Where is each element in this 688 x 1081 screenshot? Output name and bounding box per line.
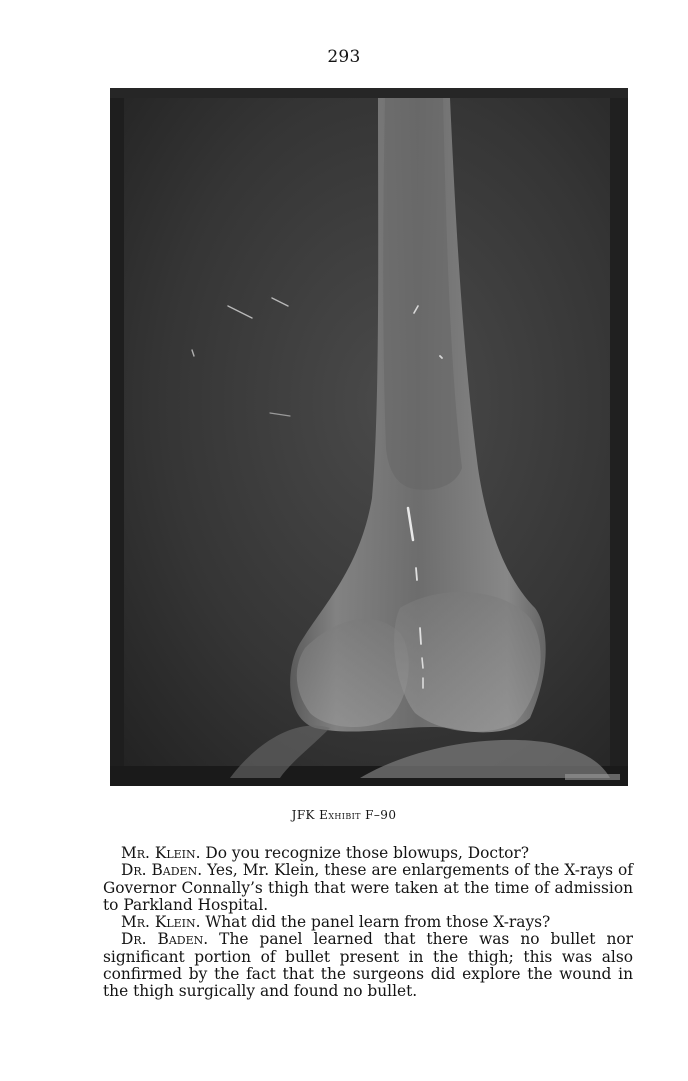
speaker-name: Mr. Klein. — [121, 844, 201, 862]
speech-text: Yes, Mr. Klein, these are enlargements of the X-rays of Governor Connally’s thigh that were taken at the time of admission to Parkland Hospital. — [103, 861, 633, 914]
transcript-paragraph — [103, 931, 633, 1000]
transcript-text — [103, 845, 633, 1001]
page-number: 293 — [327, 47, 361, 67]
transcript-paragraph — [103, 914, 633, 931]
caption-prefix: JFK — [291, 808, 320, 822]
speaker-name: Dr. Baden. — [121, 930, 209, 949]
speech-text: What did the panel learn from those X-rays? — [200, 913, 551, 932]
caption-exhibit-word: Exhibit — [319, 808, 361, 822]
speaker-name: Mr. Klein. — [121, 913, 201, 932]
transcript-paragraph — [103, 845, 633, 862]
speech-text: The panel learned that there was no bullet nor significant portion of bullet present in the thigh; this was also confirmed by the fact that the surgeons did explore the wound in the thigh surgically and found no bullet. — [103, 930, 633, 1001]
transcript-paragraph — [103, 862, 633, 914]
caption-exhibit-id: F–90 — [360, 808, 397, 822]
xray-image — [110, 88, 628, 786]
figure-caption — [0, 808, 688, 822]
xray-graphic — [110, 88, 628, 786]
speaker-name: Dr. Baden. — [121, 861, 203, 880]
speech-text: Do you recognize those blowups, Doctor? — [200, 844, 530, 862]
